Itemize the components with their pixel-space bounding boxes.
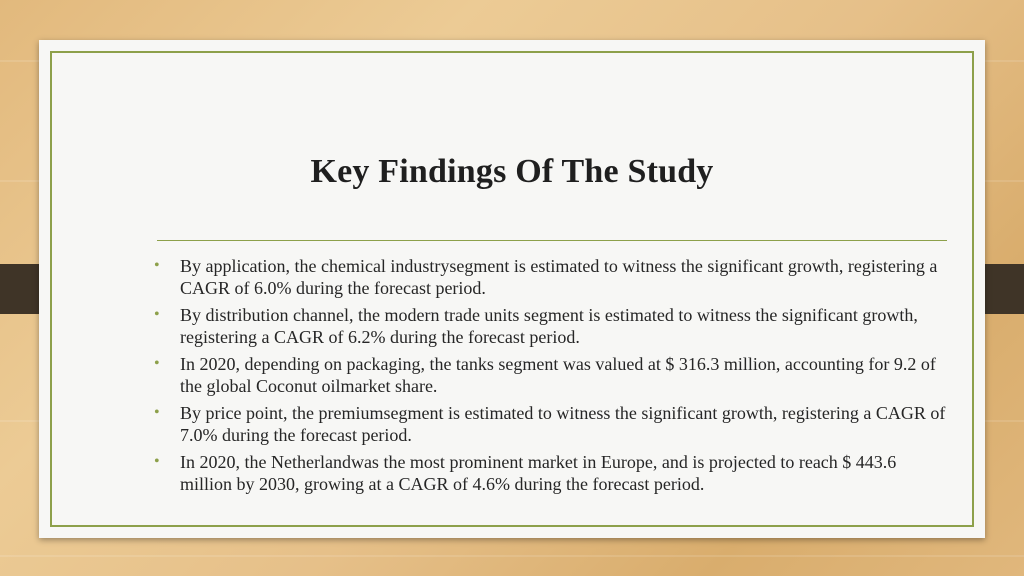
list-item-text: In 2020, the Netherlandwas the most prominent market in Europe, and is projected to reach $ 443.6 million by 2030, growing at a CAGR of 4.6% during the forecast period. [180,452,897,494]
list-item [152,402,952,446]
list-item-text: By distribution channel, the modern trade units segment is estimated to witness the significant growth, registering a CAGR of 6.2% during the forecast period. [180,305,918,347]
bullet-icon: • [154,306,160,323]
list-item [152,255,952,299]
list-item [152,451,952,495]
findings-list [152,255,952,500]
list-item [152,304,952,348]
list-item-text: By price point, the premiumsegment is estimated to witness the significant growth, registering a CAGR of 7.0% during the forecast period. [180,403,946,445]
bullet-icon: • [154,355,160,372]
list-item [152,353,952,397]
bullet-icon: • [154,404,160,421]
list-item-text: In 2020, depending on packaging, the tanks segment was valued at $ 316.3 million, accounting for 9.2 of the global Coconut oilmarket share. [180,354,936,396]
wood-grain [0,555,1024,557]
bullet-icon: • [154,257,160,274]
list-item-text: By application, the chemical industrysegment is estimated to witness the significant growth, registering a CAGR of 6.0% during the forecast period. [180,256,938,298]
bullet-icon: • [154,453,160,470]
title-divider [157,240,947,241]
slide-title: Key Findings Of The Study [310,153,714,190]
slide-paper [39,40,985,538]
